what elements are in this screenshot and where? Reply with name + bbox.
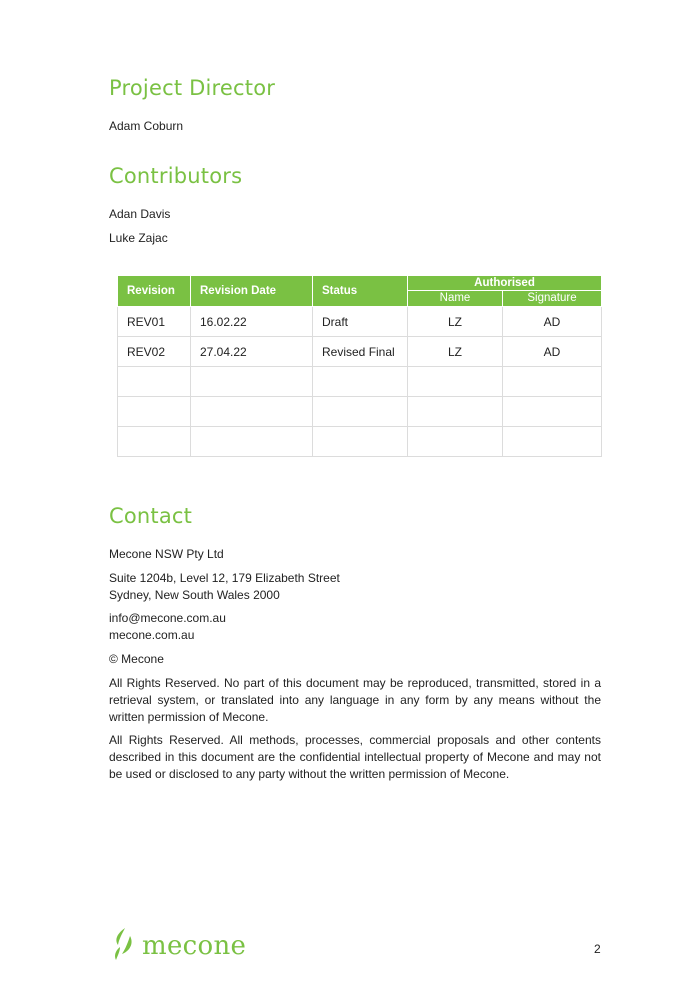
- cell-auth-signature: AD: [503, 337, 602, 367]
- table-row: [118, 427, 602, 457]
- mecone-logo: [110, 928, 246, 964]
- cell-revision: REV01: [118, 307, 191, 337]
- contributor-name: Adan Davis: [109, 207, 171, 221]
- table-row: [118, 397, 602, 427]
- cell-auth-name: [408, 397, 503, 427]
- address-line-2: Sydney, New South Wales 2000: [109, 588, 280, 602]
- cell-revision: [118, 397, 191, 427]
- mecone-logo-text: mecone: [142, 931, 247, 961]
- address-line-1: Suite 1204b, Level 12, 179 Elizabeth Street: [109, 571, 340, 585]
- cell-date: [191, 397, 313, 427]
- revision-table: [117, 276, 602, 457]
- header-revision-date: Revision Date: [191, 276, 313, 307]
- contact-email: info@mecone.com.au: [109, 611, 226, 625]
- project-director-name: Adam Coburn: [109, 119, 184, 133]
- contributor-name: Luke Zajac: [109, 231, 168, 245]
- cell-date: 27.04.22: [191, 337, 313, 367]
- cell-date: 16.02.22: [191, 307, 313, 337]
- header-name: Name: [408, 291, 503, 307]
- mecone-leaf-icon: [110, 927, 138, 966]
- contributors-heading: Contributors: [109, 164, 243, 188]
- company-name: Mecone NSW Pty Ltd: [109, 547, 224, 561]
- project-director-heading: Project Director: [109, 76, 276, 100]
- table-row: [118, 367, 602, 397]
- cell-auth-name: [408, 367, 503, 397]
- page-number: 2: [594, 942, 601, 956]
- copyright-notice: © Mecone: [109, 652, 164, 666]
- rights-paragraph-2: All Rights Reserved. All methods, processes, commercial proposals and other contents described in this document are the confidential intellectual property of Mecone and may not be used or disclosed to any party without the written permission of Mecone.: [109, 733, 601, 781]
- cell-auth-name: LZ: [408, 307, 503, 337]
- header-status: Status: [313, 276, 408, 307]
- cell-revision: [118, 427, 191, 457]
- cell-status: Draft: [313, 307, 408, 337]
- cell-auth-name: [408, 427, 503, 457]
- cell-auth-signature: [503, 427, 602, 457]
- cell-auth-signature: [503, 397, 602, 427]
- cell-date: [191, 367, 313, 397]
- table-row: [118, 337, 602, 367]
- cell-status: [313, 397, 408, 427]
- contact-heading: Contact: [109, 504, 193, 528]
- cell-status: [313, 367, 408, 397]
- cell-status: Revised Final: [313, 337, 408, 367]
- cell-auth-signature: AD: [503, 307, 602, 337]
- header-authorised: Authorised: [408, 276, 602, 291]
- cell-auth-signature: [503, 367, 602, 397]
- cell-auth-name: LZ: [408, 337, 503, 367]
- cell-status: [313, 427, 408, 457]
- cell-revision: [118, 367, 191, 397]
- cell-date: [191, 427, 313, 457]
- header-revision: Revision: [118, 276, 191, 307]
- rights-paragraph-1: All Rights Reserved. No part of this document may be reproduced, transmitted, stored in a retrieval system, or translated into any language in any form by any means without the written permission of Mecone.: [109, 676, 601, 724]
- table-row: [118, 307, 602, 337]
- cell-revision: REV02: [118, 337, 191, 367]
- contact-website: mecone.com.au: [109, 628, 195, 642]
- header-signature: Signature: [503, 291, 602, 307]
